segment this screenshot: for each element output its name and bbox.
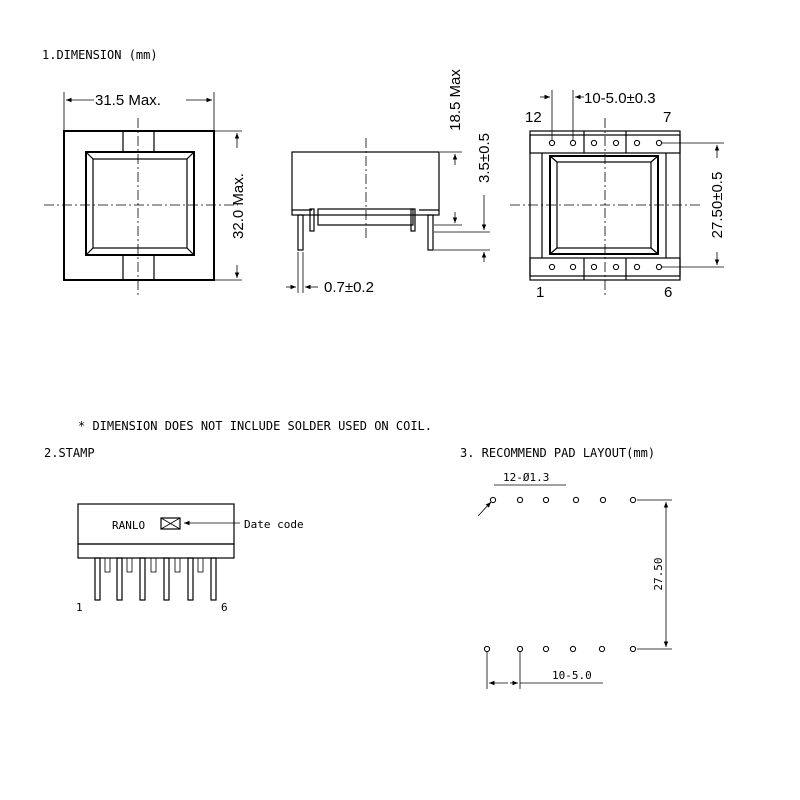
pad-layout-view	[478, 471, 672, 689]
side-standoff-label: 3.5±0.5	[476, 133, 493, 183]
pin-1-label: 1	[536, 284, 545, 301]
side-height-label: 18.5 Max	[447, 69, 464, 131]
stamp-view	[76, 504, 304, 614]
bottom-row-spacing-label: 27.50±0.5	[709, 171, 726, 239]
dimension-note: * DIMENSION DOES NOT INCLUDE SOLDER USED ON COIL.	[78, 419, 433, 433]
date-code-box-icon	[161, 518, 180, 529]
side-pin-dia-label: 0.7±0.2	[324, 279, 374, 296]
pad-pitch-label: 10-5.0	[552, 669, 592, 682]
section-dimension-title: 1.DIMENSION (mm)	[42, 48, 158, 62]
section-stamp-title: 2.STAMP	[44, 446, 95, 460]
bottom-pitch-label: 10-5.0±0.3	[584, 90, 656, 107]
stamp-pin-6-label: 6	[221, 601, 228, 614]
stamp-pin-1-label: 1	[76, 601, 83, 614]
front-width-label: 31.5 Max.	[95, 92, 161, 109]
side-view	[286, 69, 493, 296]
pad-row-spacing-label: 27.50	[652, 557, 665, 591]
pad-hole-label: 12-Ø1.3	[503, 471, 550, 484]
section-pad-layout-title: 3. RECOMMEND PAD LAYOUT(mm)	[460, 446, 656, 460]
pin-7-label: 7	[663, 109, 672, 126]
pin-6-label: 6	[664, 284, 673, 301]
pin-12-label: 12	[525, 109, 542, 126]
stamp-brand: RANLO	[112, 519, 146, 532]
bottom-view	[510, 90, 726, 301]
front-view	[44, 92, 247, 296]
date-code-label: Date code	[244, 518, 304, 531]
front-height-label: 32.0 Max.	[230, 173, 247, 239]
